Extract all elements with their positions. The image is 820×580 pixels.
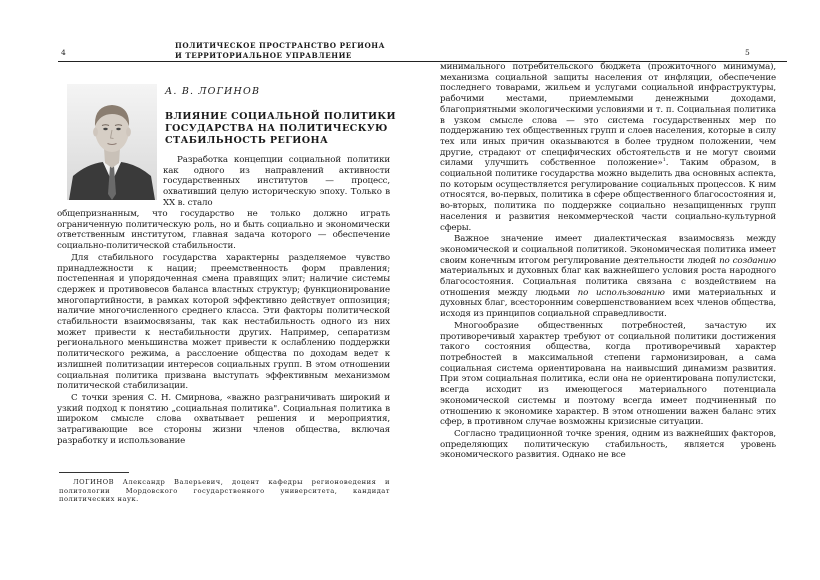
left-column-body	[57, 209, 390, 447]
running-head	[175, 41, 387, 60]
author-footnote: ЛОГИНОВ Александр Валерьевич, доцент кафедры регионоведения и политологии Мордовского государственного университета, кандидат политических наук.	[59, 478, 390, 504]
intro-paragraph	[163, 155, 390, 210]
page-number-right: 5	[745, 48, 750, 57]
title-line: ГОСУДАРСТВА НА ПОЛИТИЧЕСКУЮ	[165, 123, 388, 134]
text-run: . Таким образом, в социальной политике государства можно выделить два основных аспекта, по которым осуществляется регулирование социальных процессов. К ним относятся, во-первых, политика в сфере общественного благосостояния и, во-вторых, политика по поддержке социально незащищенных групп населения и развития некоммерческой части социально-культурной сферы.	[440, 158, 776, 233]
intro-text: Разработка концепции социальной политики как одного из направлений активности государственных институтов — процесс, охвативший целую историческую эпоху. Только в XX в. стало	[163, 155, 390, 208]
intro-continuation: общепризнанным, что государство не только должно играть ограниченную политическую роль, но и быть социально и экономически ответственным институтом, главная задача которого — обеспечение социально-политической стабильности.	[57, 209, 390, 252]
body-paragraph	[440, 62, 776, 233]
running-head-line1: ПОЛИТИЧЕСКОЕ ПРОСТРАНСТВО РЕГИОНА	[175, 41, 386, 50]
page-number-left: 4	[61, 48, 66, 57]
body-paragraph: Многообразие общественных потребностей, зачастую их противоречивый характер требуют от социальной политики достижения такого состояния общества, когда противоречивый характер потребностей в максимальной степени гармонизирован, а сама социальная система ориентирована на наивысший динамизм развития. При этом социальная политика, если она не ориентирована популистски, всегда исходит из имеющегося материального потенциала экономической системы и поэтому всегда имеет подчиненный по отношению к экономике характер. В этом отношении важен баланс этих сфер, в противном случае возможны кризисные ситуации.	[440, 320, 776, 428]
emphasis: по использованию	[577, 287, 665, 298]
footnote-ref: 1	[662, 157, 666, 164]
running-head-line2: И ТЕРРИТОРИАЛЬНОЕ УПРАВЛЕНИЕ	[175, 50, 352, 60]
title-line: СТАБИЛЬНОСТЬ РЕГИОНА	[165, 135, 329, 146]
text-run: Важное значение имеет диалектическая взаимосвязь между экономической и социальной политикой. Экономическая политика имеет своим конечным итогом регулирование деятельности людей	[440, 234, 776, 266]
right-column-body	[440, 62, 776, 462]
text-run: ими материальных и духовных благ, всесторонним совершенствованием всех членов общества, исходя из принципов социальной справедливости.	[440, 287, 776, 320]
footnote-rule	[59, 472, 129, 473]
text-run: материальных и духовных благ как важнейшего условия роста народного благосостояния. Социальная политика связана с воздействием на отношения между людьми	[440, 266, 776, 298]
article-title	[165, 111, 397, 147]
body-paragraph: Для стабильного государства характерны разделяемое чувство принадлежности к нации; преемственность форм правления; постепенная и упорядоченная смена правящих элит; наличие системы сдержек и противовесов баланса властных структур; функционирование многопартийности, в рамках которой эффективно действует оппозиция; наличие многочисленного среднего класса. Эти факторы политической стабильности взаимосвязаны, так как нестабильность одного из них может привести к нестабильности других. Например, сепаратизм регионального меньшинства может привести к ослаблению поддержки политического режима, а расслоение общества по доходам ведет к излишней политизации интересов социальных групп. В этом отношении социальная политика призвана выступать эффективным механизмом политической стабилизации.	[57, 252, 390, 392]
title-line: ВЛИЯНИЕ СОЦИАЛЬНОЙ ПОЛИТИКИ	[165, 111, 397, 122]
emphasis: по созданию	[719, 255, 776, 266]
author-photo	[67, 84, 157, 200]
text-run: минимального потребительского бюджета (прожиточного минимума), механизма социальной защиты населения от инфляции, обеспечение последнего товарами, жильем и услугами социальной инфраструктуры, рабочими местами, приемлемыми денежными доходами, благоприятными экологическими условиями и т. п. Социальная политика в узком смысле слова — это система государственных мер по поддержанию тех общественных групп и слоев населения, которые в силу тех или иных причин оказываются в более трудном положении, чем другие, страдают от специфических обстоятельств и не могут своими силами улучшить собственное положение»	[440, 62, 776, 169]
body-paragraph: С точки зрения С. Н. Смирнова, «важно разграничивать широкий и узкий подход к понятию „социальная политика". Социальная политика в широком смысле слова охватывает решения и мероприятия, затрагивающие все стороны жизни членов общества, включая разработку и использование	[57, 392, 390, 446]
body-paragraph: Согласно традиционной точке зрения, одним из важнейших факторов, определяющих политическую стабильность, является уровень экономического развития. Однако не все	[440, 428, 776, 461]
body-paragraph	[440, 234, 776, 320]
author-name: А. В. ЛОГИНОВ	[165, 86, 261, 97]
